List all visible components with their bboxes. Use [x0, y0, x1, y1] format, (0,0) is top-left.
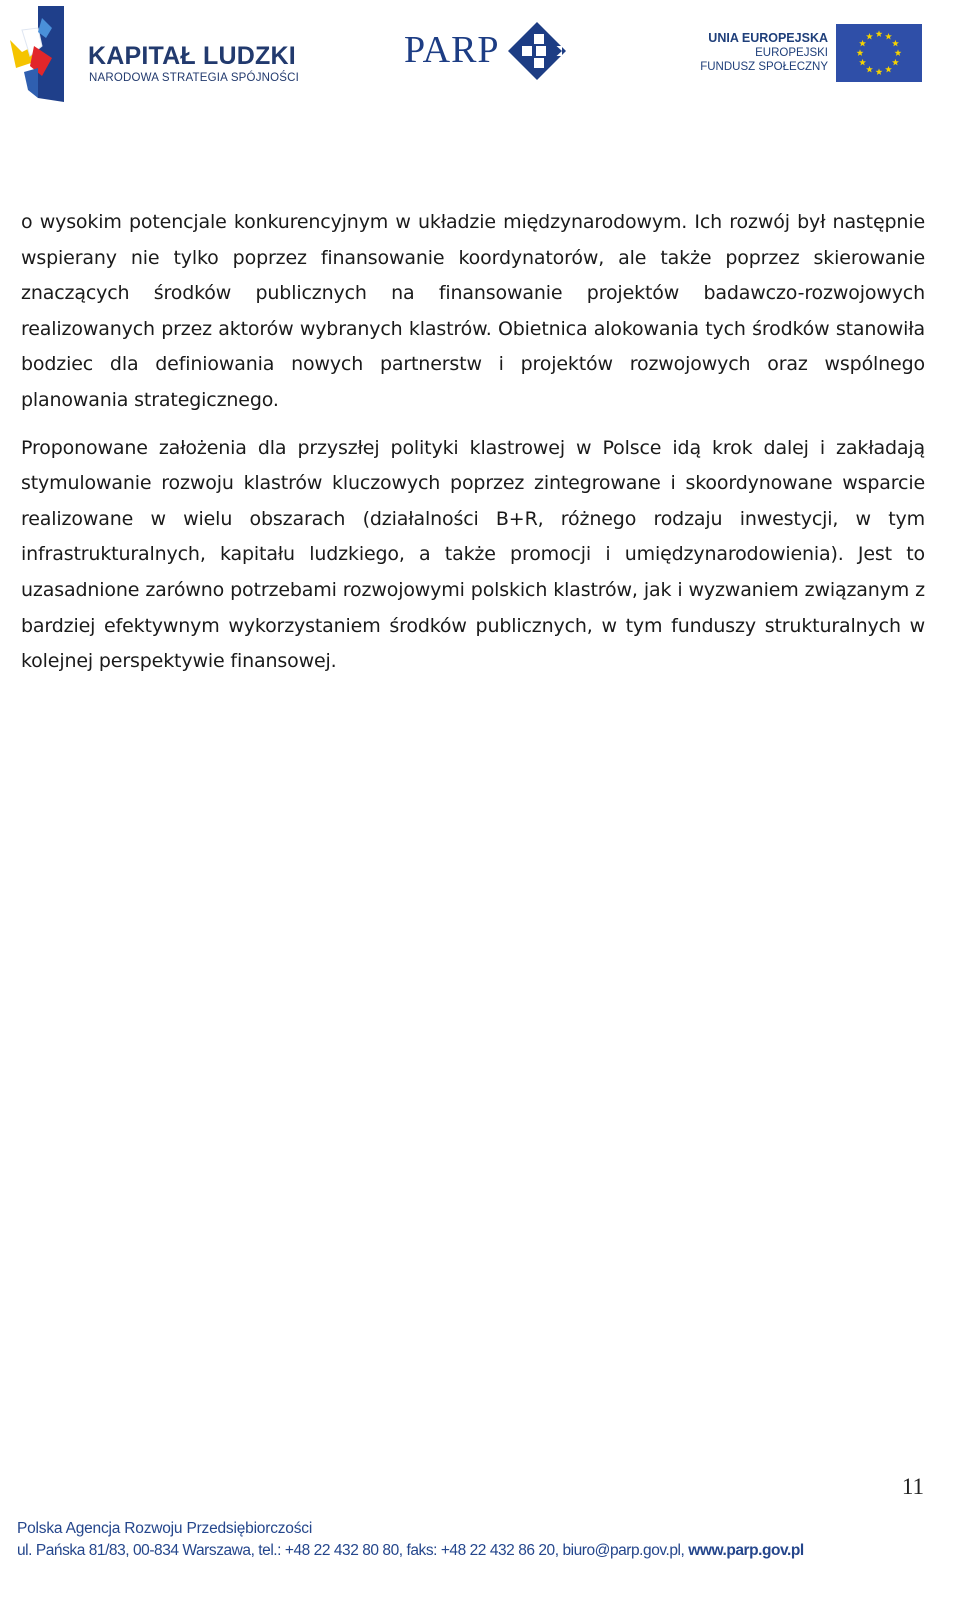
footer-website-link[interactable]: www.parp.gov.pl	[688, 1542, 804, 1559]
parp-name: PARP	[404, 29, 500, 71]
paragraph: Proponowane założenia dla przyszłej polityki klastrowej w Polsce idą krok dalej i zakładają stymulowanie rozwoju klastrów kluczowych poprzez zintegrowane i skoordynowane wsparcie realizowane w wielu obszarach (działalności B+R, różnego rodzaju inwestycji, w tym infrastrukturalnych, kapitału ludzkiego, a także promocji i umiędzynarodowienia). Jest to uzasadnione zarówno potrzebami rozwojowymi polskich klastrów, jak i wyzwaniem związanym z bardziej efektywnym wykorzystaniem środków publicznych, w tym funduszy strukturalnych w kolejnej perspektywie finansowej.	[21, 436, 925, 673]
footer-address-line	[17, 1540, 947, 1562]
footer-organization: Polska Agencja Rozwoju Przedsiębiorczości	[17, 1520, 313, 1537]
kapital-ludzki-subtitle: NARODOWA STRATEGIA SPÓJNOŚCI	[89, 72, 300, 84]
eu-line-2: EUROPEJSKI	[755, 47, 828, 59]
page-header	[0, 0, 960, 110]
footer-address: ul. Pańska 81/83, 00-834 Warszawa, tel.: +48 22 432 80 80, faks: +48 22 432 86 20, biuro@parp.gov.pl,	[17, 1542, 689, 1559]
kapital-ludzki-title: KAPITAŁ LUDZKI	[88, 42, 296, 70]
kapital-ludzki-emblem-icon	[8, 6, 80, 102]
page-footer	[17, 1518, 947, 1562]
eu-line-1: UNIA EUROPEJSKA	[708, 31, 828, 45]
eu-logo	[700, 24, 930, 84]
eu-text	[700, 30, 828, 74]
page-number: 11	[901, 1474, 924, 1499]
parp-logo	[404, 20, 574, 84]
eu-flag-icon	[836, 24, 922, 82]
eu-line-3: FUNDUSZ SPOŁECZNY	[700, 61, 828, 73]
parp-arrow-mark-icon	[506, 20, 568, 82]
kapital-ludzki-logo	[8, 6, 308, 102]
document-body	[21, 205, 925, 692]
paragraph: o wysokim potencjale konkurencyjnym w układzie międzynarodowym. Ich rozwój był następnie wspierany nie tylko poprzez finansowanie koordynatorów, ale także poprzez skierowanie znaczących środków publicznych na finansowanie projektów badawczo-rozwojowych realizowanych przez aktorów wybranych klastrów. Obietnica alokowania tych środków stanowiła bodziec dla definiowania nowych partnerstw i projektów rozwojowych oraz wspólnego planowania strategicznego.	[21, 211, 925, 411]
